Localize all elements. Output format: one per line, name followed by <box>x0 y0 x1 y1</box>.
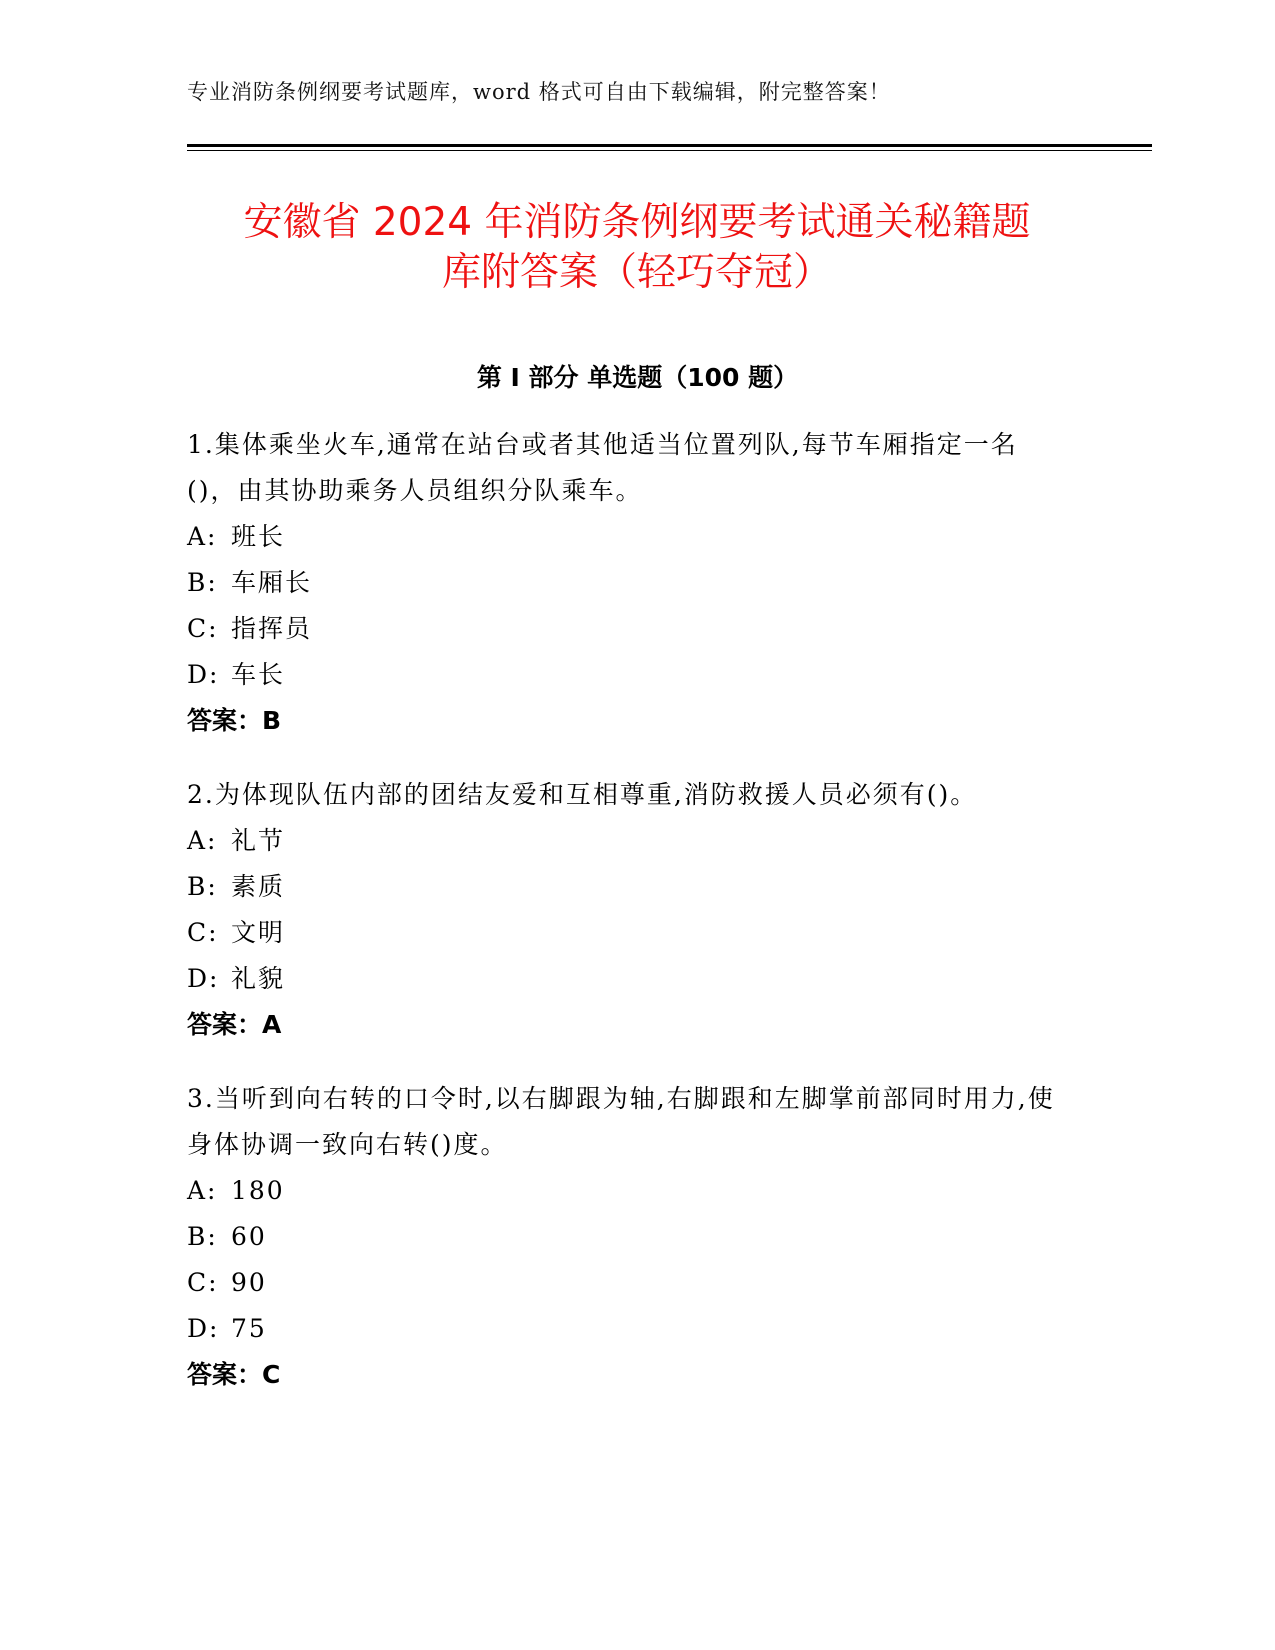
option-text: 60 <box>231 1222 267 1251</box>
option-text: 180 <box>231 1176 285 1205</box>
option-a <box>187 818 1067 864</box>
option-b <box>187 864 1067 910</box>
option-key: A: <box>187 1176 218 1205</box>
option-text: 文明 <box>231 918 286 947</box>
option-c <box>187 606 1067 652</box>
option-text: 90 <box>231 1268 267 1297</box>
document-title <box>187 198 1087 298</box>
option-c <box>187 1260 1067 1306</box>
option-d <box>187 1306 1067 1352</box>
option-key: A: <box>187 522 218 551</box>
question-stem: 2.为体现队伍内部的团结友爱和互相尊重,消防救援人员必须有()。 <box>187 780 978 809</box>
option-key: B: <box>187 872 218 901</box>
option-b <box>187 560 1067 606</box>
section-heading: 第 I 部分 单选题（100 题） <box>476 363 799 392</box>
option-text: 礼节 <box>231 826 286 855</box>
question-2 <box>187 772 1067 1048</box>
option-key: A: <box>187 826 218 855</box>
option-text: 礼貌 <box>231 964 286 993</box>
option-text: 指挥员 <box>231 614 313 643</box>
answer: 答案：C <box>187 1360 281 1389</box>
option-key: C: <box>187 918 219 947</box>
header-rule-thin <box>187 150 1152 151</box>
option-a <box>187 1168 1067 1214</box>
option-b <box>187 1214 1067 1260</box>
answer: 答案：A <box>187 1010 282 1039</box>
option-d <box>187 652 1067 698</box>
title-line-1: 安徽省 2024 年消防条例纲要考试通关秘籍题 <box>243 200 1031 245</box>
question-stem: 3.当听到向右转的口令时,以右脚跟为轴,右脚跟和左脚掌前部同时用力,使身体协调一致向右转()度。 <box>187 1084 1055 1159</box>
option-key: D: <box>187 1314 220 1343</box>
option-key: D: <box>187 660 220 689</box>
option-key: D: <box>187 964 220 993</box>
option-text: 素质 <box>231 872 286 901</box>
option-key: C: <box>187 1268 219 1297</box>
answer: 答案：B <box>187 706 282 735</box>
option-key: B: <box>187 568 218 597</box>
question-3 <box>187 1076 1067 1398</box>
option-text: 车长 <box>231 660 286 689</box>
option-d <box>187 956 1067 1002</box>
option-key: C: <box>187 614 219 643</box>
option-a <box>187 514 1067 560</box>
option-text: 班长 <box>231 522 286 551</box>
header-note: 专业消防条例纲要考试题库，word 格式可自由下载编辑，附完整答案！ <box>187 80 891 104</box>
option-c <box>187 910 1067 956</box>
header-rule-thick <box>187 144 1152 147</box>
title-line-2: 库附答案（轻巧夺冠） <box>441 250 832 295</box>
option-text: 车厢长 <box>231 568 313 597</box>
question-1 <box>187 422 1067 744</box>
option-key: B: <box>187 1222 218 1251</box>
question-stem: 1.集体乘坐火车,通常在站台或者其他适当位置列队,每节车厢指定一名()，由其协助乘务人员组织分队乘车。 <box>187 430 1018 505</box>
option-text: 75 <box>231 1314 267 1343</box>
